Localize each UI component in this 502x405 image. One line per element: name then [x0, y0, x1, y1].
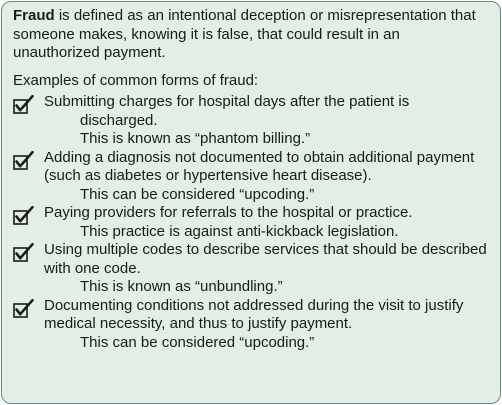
fraud-definition-box — [1, 1, 501, 404]
list-item-note: This practice is against anti-kickback legislation. — [80, 222, 399, 240]
list-item-note: This can be considered “upcoding.” — [80, 333, 315, 351]
list-item-text: Paying providers for referrals to the hospital or practice. — [44, 204, 413, 221]
list-item-text: Adding a diagnosis not documented to obtain additional payment (such as diabetes or hypertensive heart disease). — [44, 148, 475, 184]
list-item — [13, 204, 490, 241]
checkbox-checked-icon — [13, 206, 34, 225]
checkbox-checked-icon — [13, 243, 34, 262]
list-item-note: This can be considered “upcoding.” — [80, 185, 315, 203]
list-item — [13, 241, 490, 297]
list-item-text: Using multiple codes to describe services that should be described with one code. — [44, 241, 487, 277]
list-item-text: Submitting charges for hospital days after the patient is — [44, 93, 410, 110]
list-item — [13, 297, 490, 353]
examples-heading: Examples of common forms of fraud: — [13, 71, 259, 89]
checkbox-checked-icon — [13, 95, 34, 114]
checkbox-checked-icon — [13, 299, 34, 318]
list-item-note: This is known as “unbundling.” — [80, 278, 283, 295]
list-item-note: This is known as “phantom billing.” — [80, 130, 311, 147]
list-item — [13, 93, 490, 149]
fraud-definition — [13, 7, 490, 63]
list-item — [13, 149, 490, 205]
list-item-continuation: discharged. — [80, 111, 158, 129]
list-item-text: Documenting conditions not addressed during the visit to justify medical necessity, and thus to justify payment. — [44, 296, 464, 332]
checkbox-checked-icon — [13, 151, 34, 170]
fraud-examples-list — [13, 93, 490, 352]
fraud-definition-text: is defined as an intentional deception or misrepresentation that someone makes, knowing it is false, that could result in an unauthorized payment. — [13, 7, 476, 61]
fraud-term: Fraud — [13, 7, 55, 24]
